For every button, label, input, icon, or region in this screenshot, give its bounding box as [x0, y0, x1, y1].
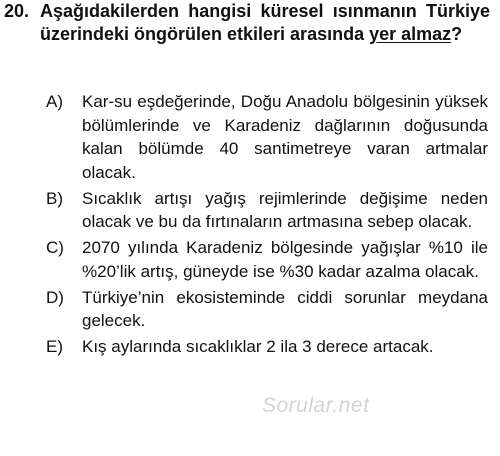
question-text — [40, 0, 490, 45]
question-text-main: Aşağıdakilerden hangisi küresel ısınmanın Türkiye üzerindeki öngörülen etkileri arasında — [40, 1, 490, 44]
question-block — [4, 0, 490, 45]
option-text: Kar-su eşdeğerinde, Doğu Anadolu bölgesinin yüksek bölümlerinde ve Karadeniz dağlarının doğusunda kalan bölümde 40 santimetreye varan artmalar olacak. — [82, 92, 488, 182]
question-emphasis: yer almaz — [369, 23, 452, 44]
option-text: Kış aylarında sıcaklıklar 2 ila 3 derece artacak. — [82, 337, 434, 356]
option-letter: B) — [46, 188, 63, 208]
option-letter: A) — [46, 92, 63, 111]
option-text: 2070 yılında Karadeniz bölgesinde yağışlar %10 ile %20’lik artış, güneyde ise %30 kadar azalma olacak. — [82, 238, 488, 281]
watermark: Sorular.net — [262, 394, 370, 417]
option-letter: D) — [46, 287, 64, 307]
option-text: Türkiye’nin ekosisteminde ciddi sorunlar meydana gelecek. — [82, 287, 488, 330]
option-d[interactable] — [46, 286, 488, 333]
option-letter: E) — [46, 337, 63, 356]
option-c[interactable] — [46, 236, 488, 283]
answer-options — [46, 90, 488, 361]
option-b[interactable] — [46, 187, 488, 234]
option-text: Sıcaklık artışı yağış rejimlerinde değişime neden olacak ve bu da fırtınaların artmasına sebep olacak. — [82, 188, 488, 231]
question-text-end: ? — [451, 23, 463, 44]
question-number: 20. — [4, 1, 30, 21]
option-e[interactable] — [46, 335, 488, 359]
option-letter: C) — [46, 238, 64, 257]
option-a[interactable] — [46, 90, 488, 184]
